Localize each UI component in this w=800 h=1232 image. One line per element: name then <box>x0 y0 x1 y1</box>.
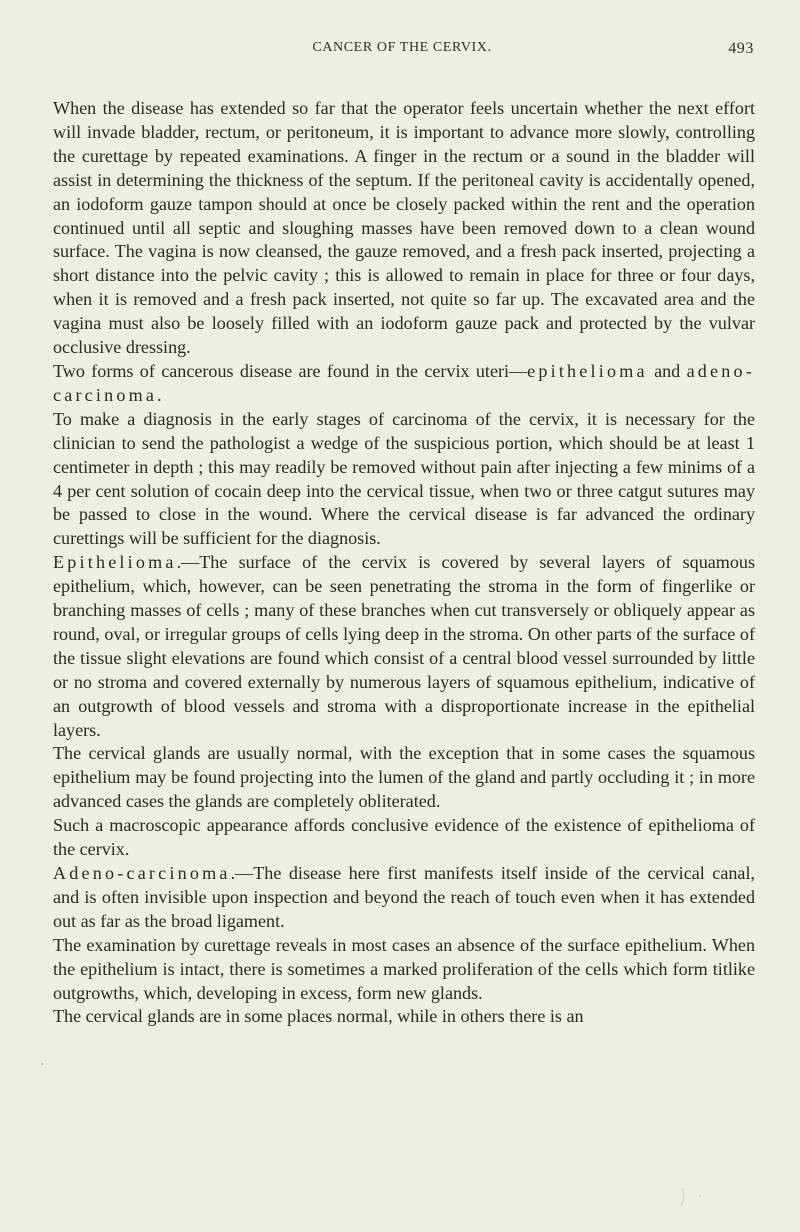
running-head-title: CANCER OF THE CERVIX. <box>312 40 492 55</box>
term-adeno-carcinoma: adeno-carcinoma <box>53 360 755 405</box>
two-forms-and: and <box>647 360 687 381</box>
paragraph-macroscopic: Such a macroscopic appearance affords conclusive evidence of the existence of epithelioma of the cervix. <box>53 815 755 860</box>
paragraph-two-forms <box>53 360 755 408</box>
page-number: 493 <box>728 40 754 57</box>
running-head <box>50 40 754 60</box>
paragraph-epithelioma <box>53 551 755 742</box>
body-text <box>53 97 755 1029</box>
epithelioma-description: .—The surface of the cervix is covered by several layers of squamous epithelium, which, however, can be seen penetrating the stroma in the form of fingerlike or branching masses of cells ; many of these branches when cut transversely or obliquely appear as round, oval, or irregular groups of cells lying deep in the stroma. On other parts of the surface of the tissue slight elevations are found which consist of a central blood vessel surrounded by little or no stroma and covered externally by numerous layers of squamous epithelium, indicative of an outgrowth of blood vessels and stroma with a disproportionate increase in the epithelial layers. <box>53 552 755 740</box>
paragraph-adeno-carcinoma <box>53 862 755 934</box>
two-forms-intro: Two forms of cancerous disease are found in the cervix uteri— <box>53 360 528 381</box>
paragraph-surgical-procedure: When the disease has extended so far that the operator feels uncertain whether the next effort will invade bladder, rectum, or peritoneum, it is important to advance more slowly, controlling the curettage by repeated examinations. A finger in the rectum or a sound in the bladder will assist in determining the thickness of the septum. If the peritoneal cavity is accidentally opened, an iodoform gauze tampon should at once be closely packed within the rent and the operation continued until all septic and sloughing masses have been removed down to a clean wound surface. The vagina is now cleansed, the gauze removed, and a fresh pack inserted, projecting a short distance into the pelvic cavity ; this is allowed to remain in place for three or four days, when it is removed and a fresh pack inserted, not quite so far up. The excavated area and the vagina must also be loosely filled with an iodoform gauze pack and protected by the vulvar occlusive dressing. <box>53 98 755 358</box>
section-heading-epithelioma: Epithelioma <box>53 552 177 573</box>
term-epithelioma: epithelioma <box>527 360 648 381</box>
two-forms-period: . <box>157 384 162 405</box>
adeno-carcinoma-description: .—The disease here first manifests itself inside of the cervical canal, and is often invisible upon inspection and beyond the reach of touch even when it has extended out as far as the broad ligament. <box>53 863 755 931</box>
paragraph-diagnosis: To make a diagnosis in the early stages of carcinoma of the cervix, it is necessary for the clinician to send the pathologist a wedge of the suspicious portion, which should be at least 1 centimeter in depth ; this may readily be removed without pain after injecting a few minims of a 4 per cent solution of cocain deep into the cervical tissue, when two or three catgut sutures may be passed to close in the wound. Where the cervical disease is far advanced the ordinary curettings will be sufficient for the diagnosis. <box>53 408 755 549</box>
paragraph-glands-continued: The cervical glands are in some places normal, while in others there is an <box>53 1006 584 1027</box>
paragraph-curettage: The examination by curettage reveals in most cases an absence of the surface epithelium. When the epithelium is intact, there is sometimes a marked proliferation of the cells which form titlike outgrowths, which, developing in excess, form new glands. <box>53 934 755 1003</box>
section-heading-adeno-carcinoma: Adeno-carcinoma <box>53 863 231 883</box>
paragraph-cervical-glands: The cervical glands are usually normal, with the exception that in some cases the squamous epithelium may be found projecting into the lumen of the gland and partly occluding it ; in more advanced cases the glands are completely obliterated. <box>53 743 755 812</box>
